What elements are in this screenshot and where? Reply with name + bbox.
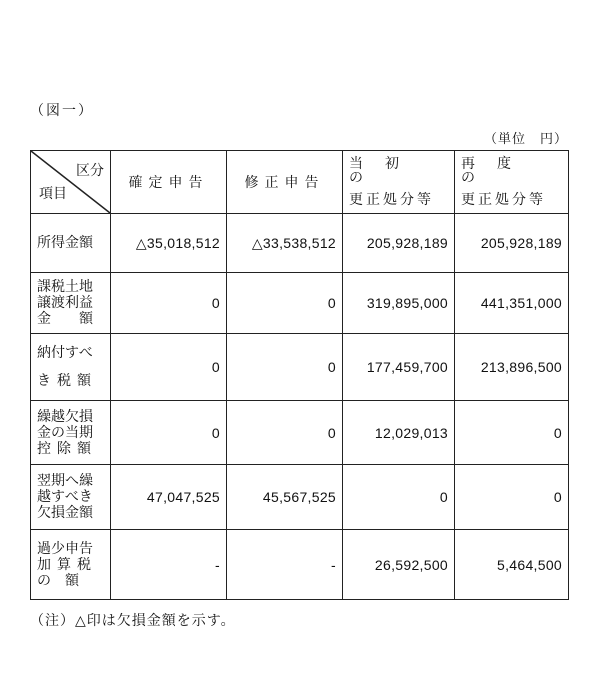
col-header-tosho <box>343 151 455 214</box>
cell-value: 319,895,000 <box>343 273 455 334</box>
cell-value: - <box>227 530 343 600</box>
col-header-text: 修正申告 <box>244 175 325 191</box>
table-row <box>31 401 569 465</box>
cell-value: 0 <box>227 273 343 334</box>
cell-value: 0 <box>111 334 227 401</box>
cell-value: 213,896,500 <box>455 334 569 401</box>
col-header-text-line1: 再度の <box>461 156 533 186</box>
cell-value: 177,459,700 <box>343 334 455 401</box>
row-label: 翌期へ繰 越すべき 欠損金額 <box>31 465 111 530</box>
cell-value: - <box>111 530 227 600</box>
col-header-saido <box>455 151 569 214</box>
col-header-shusei <box>227 151 343 214</box>
cell-value: △33,538,512 <box>227 214 343 273</box>
table-row <box>31 334 569 401</box>
cell-value: 0 <box>227 401 343 465</box>
cell-value: 12,029,013 <box>343 401 455 465</box>
cell-value: 0 <box>111 401 227 465</box>
cell-value: 26,592,500 <box>343 530 455 600</box>
row-label: 繰越欠損 金の当期 控除額 <box>31 401 111 465</box>
corner-bottom-label: 項目 <box>39 186 67 202</box>
data-table <box>30 150 569 600</box>
cell-value: 5,464,500 <box>455 530 569 600</box>
figure-label: （図一） <box>30 103 94 119</box>
footnote: （注）△印は欠損金額を示す。 <box>30 613 236 629</box>
cell-value: 47,047,525 <box>111 465 227 530</box>
table-row <box>31 214 569 273</box>
cell-value: 205,928,189 <box>343 214 455 273</box>
cell-value: 441,351,000 <box>455 273 569 334</box>
cell-value: 205,928,189 <box>455 214 569 273</box>
row-label: 課税土地 譲渡利益 金 額 <box>31 273 111 334</box>
col-header-text-line2: 更正処分等 <box>349 192 434 208</box>
row-label: 過少申告 加算税 の 額 <box>31 530 111 600</box>
table-row <box>31 530 569 600</box>
cell-value: 0 <box>455 401 569 465</box>
cell-value: 45,567,525 <box>227 465 343 530</box>
cell-value: △35,018,512 <box>111 214 227 273</box>
col-header-kakutei <box>111 151 227 214</box>
corner-cell <box>31 151 111 214</box>
unit-label: （単位 円） <box>484 132 569 147</box>
cell-value: 0 <box>343 465 455 530</box>
cell-value: 0 <box>455 465 569 530</box>
header-row <box>31 151 569 214</box>
cell-value: 0 <box>111 273 227 334</box>
cell-value: 0 <box>227 334 343 401</box>
table-row <box>31 273 569 334</box>
col-header-text-line1: 当初の <box>349 156 421 186</box>
col-header-text: 確定申告 <box>128 175 209 191</box>
corner-top-label: 区分 <box>76 163 104 179</box>
table-row <box>31 465 569 530</box>
row-label: 所得金額 <box>31 214 111 273</box>
col-header-text-line2: 更正処分等 <box>461 192 546 208</box>
row-label: 納付すべ き税額 <box>31 334 111 401</box>
